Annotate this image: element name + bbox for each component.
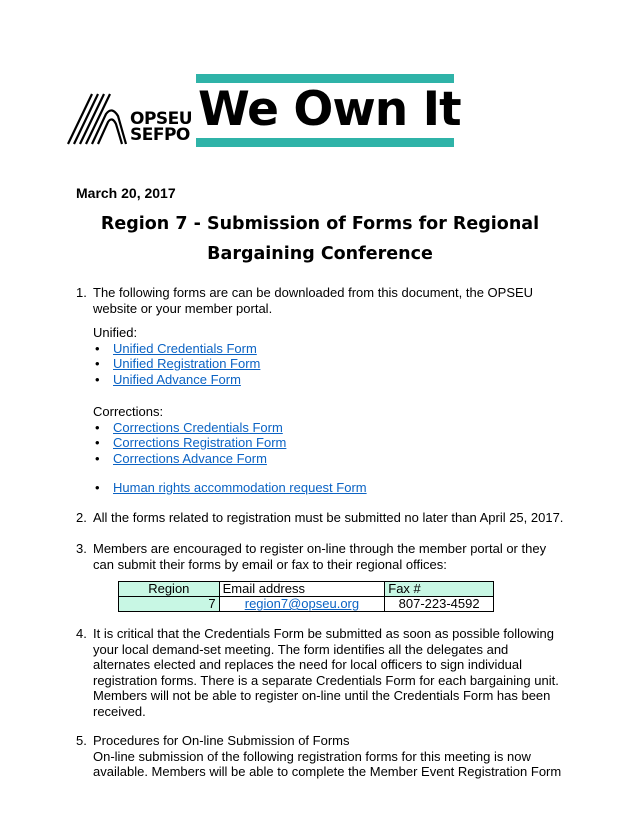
cell-region: 7 [119, 597, 220, 612]
bullet-icon: • [95, 340, 100, 356]
brand-opseu: OPSEU [130, 109, 193, 129]
bullet-icon: • [95, 435, 100, 450]
email-link[interactable]: region7@opseu.org [244, 596, 360, 611]
unified-advance-link[interactable]: Unified Advance Form [113, 371, 241, 387]
document-date: March 20, 2017 [76, 185, 176, 201]
item-number: 4. [76, 626, 87, 641]
list-item-2 [76, 510, 564, 526]
human-rights-link[interactable]: Human rights accommodation request Form [113, 480, 367, 495]
bullet-icon: • [95, 480, 100, 495]
item-text: It is critical that the Credentials Form be submitted as soon as possible following your local demand-set meeting. The form identifies all the delegates and alternates elected and replaces the need for local officers to sign individual registration forms. There is a separate Credentials Form for each bargaining unit. Members will not be able to register on-line until the Credentials Form has been received. [93, 626, 559, 719]
item-number: 5. [76, 733, 87, 748]
corrections-registration-link[interactable]: Corrections Registration Form [113, 435, 287, 450]
document-body [76, 285, 564, 780]
brand-sefpo: SEFPO [130, 125, 190, 145]
list-item-4 [76, 626, 564, 719]
unified-links [93, 341, 564, 388]
list-item [93, 480, 564, 496]
bullet-icon: • [95, 371, 100, 387]
teal-bar-bottom [196, 138, 454, 147]
unified-label: Unified: [93, 325, 138, 340]
item-heading: Procedures for On-line Submission of Forms [93, 733, 350, 748]
cell-email [219, 597, 385, 612]
list-item-1 [76, 285, 564, 496]
opseu-logo-icon [66, 88, 128, 146]
list-item-5 [76, 733, 564, 780]
unified-registration-link[interactable]: Unified Registration Form [113, 356, 261, 371]
table-row [119, 597, 494, 612]
corrections-links [93, 420, 564, 467]
item-number: 1. [76, 285, 87, 300]
document-title: Region 7 - Submission of Forms for Regional Bargaining Conference [100, 214, 540, 264]
header-fax: Fax # [385, 582, 494, 597]
list-item-3 [76, 541, 564, 572]
bullet-icon: • [95, 419, 100, 435]
list-item [93, 451, 564, 467]
item-text: On-line submission of the following registration forms for this meeting is now available. Members will be able to complete the Member Event Registration Form [93, 748, 562, 779]
list-item [93, 435, 564, 451]
corrections-label: Corrections: [93, 404, 164, 419]
human-rights-links [93, 480, 564, 496]
list-item [93, 341, 564, 357]
item-text: Members are encouraged to register on-line through the member portal or they can submit their forms by email or fax to their regional offices: [93, 541, 547, 572]
unified-credentials-link[interactable]: Unified Credentials Form [113, 340, 257, 356]
header-email: Email address [219, 582, 385, 597]
cell-fax: 807-223-4592 [385, 597, 494, 612]
list-item [93, 420, 564, 436]
corrections-advance-link[interactable]: Corrections Advance Form [113, 450, 267, 466]
list-item [93, 372, 564, 388]
table-header-row [119, 582, 494, 597]
bullet-icon: • [95, 450, 100, 466]
item-text: All the forms related to registration must be submitted no later than April 25, 2017. [93, 509, 564, 525]
bullet-icon: • [95, 356, 100, 371]
slogan: We Own It [198, 82, 461, 137]
header-logo [66, 74, 461, 150]
list-item [93, 356, 564, 372]
item-text: The following forms are can be downloaded from this document, the OPSEU website or your member portal. [93, 285, 534, 316]
region-contact-table [118, 581, 494, 612]
corrections-credentials-link[interactable]: Corrections Credentials Form [113, 419, 283, 435]
header-region: Region [119, 582, 220, 597]
item-number: 3. [76, 541, 87, 556]
item-number: 2. [76, 509, 87, 525]
